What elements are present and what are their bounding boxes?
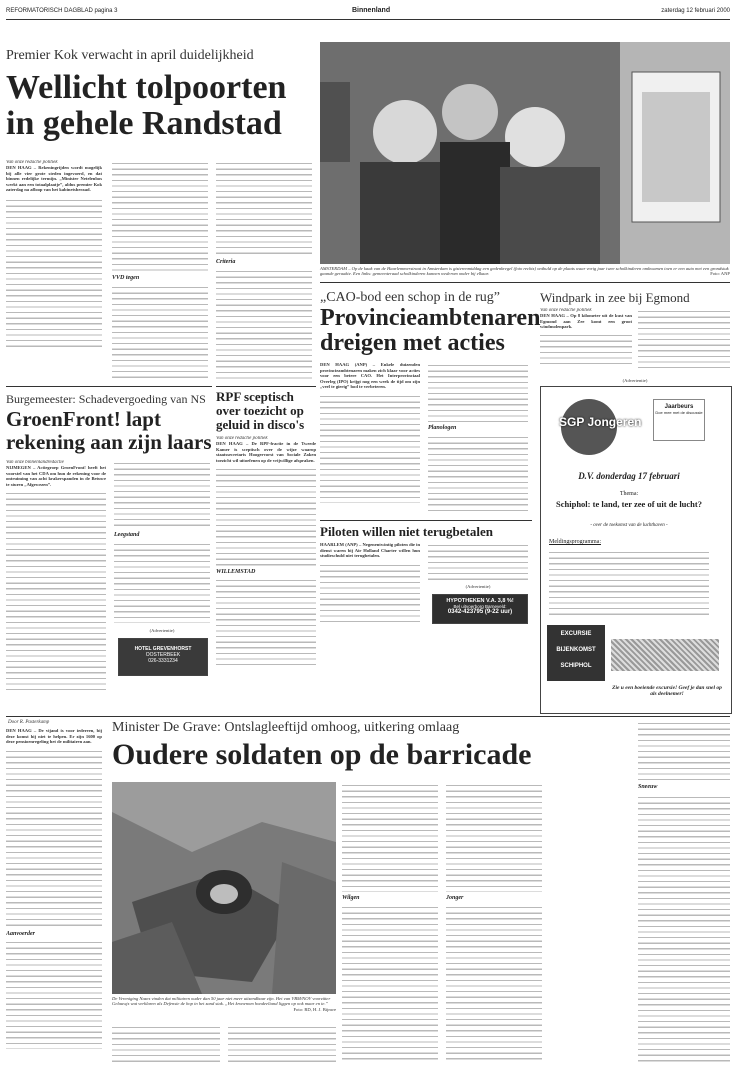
article7-column-6b <box>638 794 730 1062</box>
sgp-ad-bottom-2: BIJENKOMST <box>556 647 596 653</box>
article7-byline: Door R. Pasterkamp <box>8 720 50 725</box>
hypotheken-ad-label: (Advertentie) <box>465 584 491 589</box>
article4-bodytext <box>320 393 420 503</box>
article7-bodytext-2 <box>6 939 102 1049</box>
article2-subhead-leegstand: Leegstand <box>114 532 140 538</box>
article1-byline: Van onze redactie politiek <box>6 160 58 165</box>
article6-byline: Van onze redactie politiek <box>540 308 592 313</box>
article7-column-5b <box>446 904 542 1062</box>
photo-amsterdam-memorial <box>320 42 730 264</box>
article2-kicker: Burgemeester: Schadevergoeding van NS <box>6 392 206 406</box>
sgp-jongeren-advertisement[interactable] <box>540 386 732 714</box>
article1-headline-line2: in gehele Randstad <box>6 105 282 142</box>
photo-soldier-caption-text: De Vereniging Nazes vinden dat militairen ouder dan 50 jaar niet meer uitzendbaar zijn. Het van VBM/NOV voorzitter Gelauwjs wat verklaren als Defensie de hop in het zand stak. „Het kronenom hondeeliand liggen op ook maar en te.” <box>112 996 331 1007</box>
article5-bodytext <box>320 562 420 622</box>
article2-column-1 <box>6 460 106 710</box>
article2-column-2b <box>114 541 210 623</box>
article6-column-2 <box>638 308 730 368</box>
article7-column-4 <box>342 782 438 892</box>
photo-soldier-credit: Foto: RD, H. J. Bijnwe <box>293 1006 336 1012</box>
article7-kicker: Minister De Grave: Ontslagleeftijd omhoog, uitkering omlaag <box>112 720 460 735</box>
article1-subhead-criteria: Criteria <box>216 259 236 265</box>
article4-column-2 <box>428 362 528 422</box>
sgp-ad-bottom-block <box>547 625 605 681</box>
article1-column-3 <box>216 160 312 256</box>
hypotheken-advertisement[interactable] <box>432 594 528 624</box>
article5-lead: HAARLEM (ANP) – Negenentwintig piloten die in dienst waren bij Air Holland Charter willen hun studieschuld niet terugbetalen. <box>320 542 420 559</box>
photo-soldier-in-bush <box>112 782 336 994</box>
hypotheken-ad-phone: 0342-423795 (9-22 uur) <box>447 609 513 615</box>
article3-headline <box>216 390 320 432</box>
article2-ad-label: (Advertentie) <box>149 628 175 633</box>
page-header <box>6 6 730 18</box>
article4-headline-line1: Provincieambtenaren <box>320 305 541 331</box>
article3-lead: DEN HAAG – De RPF-fractie in de Tweede Kamer is sceptisch over de wijze waarop staatssecretaris Hoogervorst van Sociale Zaken toezicht wil uitoefenen op de vrijwillige afspraken. <box>216 441 316 463</box>
article2-headline-line1: GroenFront! lapt <box>6 407 161 431</box>
jaarbeurs-box <box>653 399 705 441</box>
issue-date: zaterdag 12 februari 2000 <box>661 8 730 14</box>
article1-column-1 <box>6 160 102 380</box>
sgp-ad-closing: Zie u een boeiende excursie! Geef je dan snel op als deelnemer! <box>612 685 722 697</box>
article7-column-6 <box>638 720 730 780</box>
hotel-ad-phone: 026-3331234 <box>148 658 178 664</box>
article5-top-rule <box>320 520 532 521</box>
hotel-ad-name: HOTEL GREVENHORST <box>134 646 192 652</box>
hypotheken-ad-title: HYPOTHEKEN V.A. 3,8 %! <box>446 598 514 604</box>
article7-column-1 <box>6 728 102 1062</box>
article2-headline <box>6 408 216 454</box>
sgp-ad-airplane-graphic <box>611 639 719 671</box>
article3-top-rule <box>216 386 316 387</box>
article5-headline: Piloten willen niet terugbetalen <box>320 524 493 539</box>
photo-soldier-caption <box>112 996 336 1012</box>
article5-column-1 <box>320 542 420 622</box>
article7-subhead-sneeuw: Sneeuw <box>638 784 658 790</box>
paper-name-page: REFORMATORISCH DAGBLAD pagina 3 <box>6 8 118 14</box>
article3-subhead-willemstad: WILLEMSTAD <box>216 569 256 576</box>
sgp-ad-signup-heading: Meldingsprogramma: <box>549 539 601 545</box>
article3-headline-line1: RPF sceptisch <box>216 389 294 404</box>
photo-amsterdam-credit: Foto: ANP <box>710 271 730 277</box>
article2-column-2 <box>114 460 210 530</box>
article7-subhead-aanvoerder: Aanvoerder <box>6 930 35 937</box>
article2-byline: Van onze binnenlandredactie <box>6 460 64 465</box>
article5-column-2 <box>428 542 528 580</box>
article6-column-1 <box>540 308 632 368</box>
article4-column-2b <box>428 434 528 512</box>
article1-kicker: Premier Kok verwacht in april duidelijkheid <box>6 48 254 63</box>
sgp-ad-program-text <box>549 549 709 619</box>
article2-headline-line2: rekening aan zijn laars <box>6 430 212 454</box>
article4-column-1 <box>320 362 420 512</box>
article1-headline <box>6 70 318 142</box>
article6-headline: Windpark in zee bij Egmond <box>540 290 690 305</box>
article3-bodytext-2 <box>216 577 316 667</box>
article2-top-rule <box>6 386 212 387</box>
article7-column-3 <box>228 1024 336 1062</box>
article1-subhead-vvd: VVD tegen <box>112 275 140 281</box>
article3-headline-line2: over toezicht op <box>216 403 304 418</box>
article7-subhead-wilgen: Wilgen <box>342 895 360 901</box>
article4-kicker: „CAO-bod een schop in de rug” <box>320 290 501 305</box>
article1-bodytext <box>6 197 102 347</box>
hotel-advertisement[interactable] <box>118 638 208 676</box>
photo-rule <box>320 282 730 283</box>
article7-bodytext <box>6 748 102 928</box>
sgp-ad-bottom-1: EXCURSIE <box>560 631 592 637</box>
photo-soldier-image <box>112 782 336 994</box>
article3-byline: Van onze redactie politiek <box>216 436 268 441</box>
article4-lead: DEN HAAG (ANP) – Enkele duizenden provincieambtenaren maken zich klaar voor acties voor een betere CAO. Het Interprovinciaal Overleg (IPO) krijgt nog een week de tijd om zijn „veel te gierig” bod te verbeteren. <box>320 362 420 390</box>
photo-amsterdam-caption-text: AMSTERDAM – Op de kaak van de Haarlemmerstraat in Amsterdam is gisterenmiddag een gedenkregel (foto rechts) onthuld op de plaats waar vorig jaar twee scholkinderen omkwamen toen er een auto met een grondstuk gaande geraakte. Een links: gemeenteraad scholkinderen kunnen wederom onder bij elkaar. <box>320 266 729 277</box>
article7-lead: DEN HAAG – De vijand is voor iedereen, bij deze komst hij niet te helpen. Er zijn 1600 op deze pensioenregeling het de militairen aan. <box>6 728 102 745</box>
article1-column-2b <box>112 284 208 380</box>
section-name: Binnenland <box>352 7 391 14</box>
article7-top-rule <box>6 716 730 717</box>
article1-column-2 <box>112 160 208 272</box>
sgp-ad-theme: Schiphol: te land, ter zee of uit de lucht? <box>556 499 702 509</box>
article1-lead: DEN HAAG – Rekeningrijden wordt mogelijk bij alle vier grote steden ingevoerd, en dat binnen redelijke termijn. „Minister Netelenbos werkt aan een totaalplaatje”, aldus premier Kok zaterdag na afloop van het kabinetsberaad. <box>6 165 102 193</box>
article6-bodytext <box>540 332 632 368</box>
article7-column-5 <box>446 782 542 892</box>
jaarbeurs-ref: Doe mee met de discussie <box>655 410 703 415</box>
sgp-ad-label: (Advertentie) <box>622 378 648 383</box>
photo-amsterdam-image <box>320 42 730 264</box>
article7-subhead-jonger: Jonger <box>446 895 464 901</box>
hypotheken-ad-subtitle: Bel uitvoerborg Barneveld: <box>453 604 507 609</box>
article7-headline: Oudere soldaten op de barricade <box>112 738 532 771</box>
sgp-ad-bottom-3: SCHIPHOL <box>560 663 592 669</box>
hotel-ad-place: OOSTERBEEK <box>145 652 181 658</box>
article4-headline <box>320 305 541 356</box>
article4-headline-line2: dreigen met acties <box>320 330 505 356</box>
article3-bodytext <box>216 466 316 566</box>
article3-column <box>216 436 316 712</box>
article4-subhead-planologen: Planologen <box>428 425 457 431</box>
article2-lead: NIJMEGEN – Actiegroep GroenFront! heeft het voorstel van het CDA om hun de rekening voor de ontruiming van acht krakerspanden in de Betuwe te sturen „Afgewezen”. <box>6 465 106 487</box>
article1-headline-line1: Wellicht tolpoorten <box>6 69 287 106</box>
sgp-ad-date: D.V. donderdag 17 februari <box>578 471 680 481</box>
article3-headline-line3: geluid in disco's <box>216 417 305 432</box>
article7-column-4b <box>342 904 438 1062</box>
photo-amsterdam-caption <box>320 266 730 277</box>
article6-lead: DEN HAAG – Op 8 kilometer uit de kust van Egmond aan Zee komt een groot windmolenpark. <box>540 313 632 330</box>
sgp-ad-theme-label: Thema: <box>619 491 639 497</box>
sgp-ad-subtitle: - over de toekomst van de luchthaven - <box>590 523 668 528</box>
sgp-logo-text: SGP Jongeren <box>559 415 642 429</box>
jaarbeurs-brand: Jaarbeurs <box>664 404 694 410</box>
article2-bodytext <box>6 490 106 690</box>
header-rule <box>6 19 730 20</box>
article1-column-3b <box>216 268 312 380</box>
article7-column-2 <box>112 1024 220 1062</box>
